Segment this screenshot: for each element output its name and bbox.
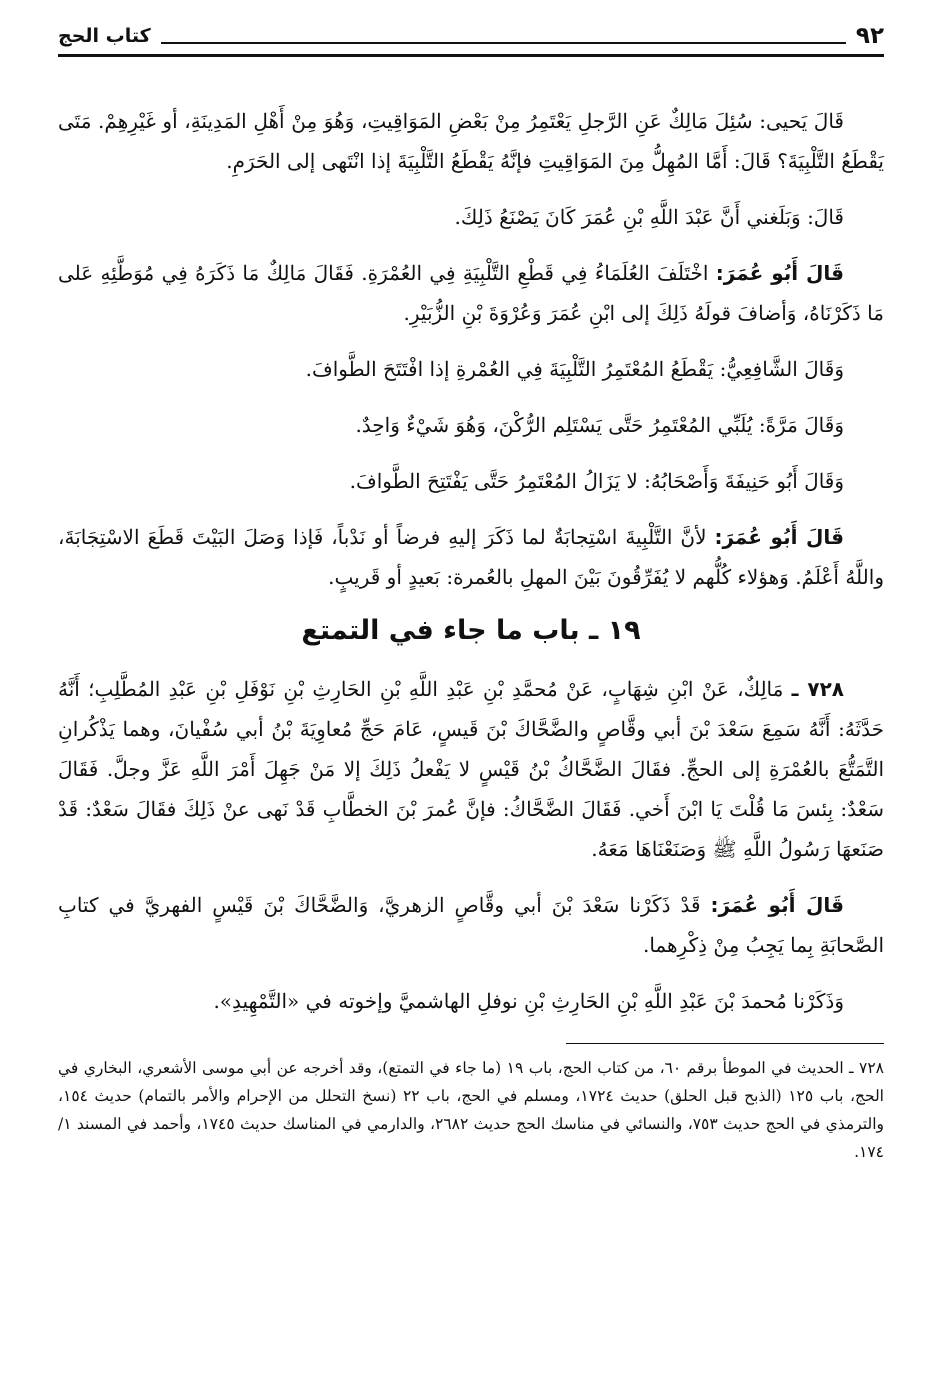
book-page — [58, 14, 884, 1374]
hadith-number: ٧٢٨ ـ — [791, 677, 844, 701]
paragraph-text: لأنَّ التَّلْبِيةَ اسْتِجابَةٌ لما ذَكَرَ إليهِ فرضاً أو نَدْباً، فَإذا وَصَلَ البَيْتَ قَطَعَ الاسْتِجَابَةَ، واللَّهُ أَعْلَمُ. وَهؤلاء كُلُّهم لا يُفَرِّقُونَ بَيْنَ المهلِ بالعُمرة: بَعيدٍ أو قَريبٍ. — [58, 525, 884, 589]
paragraph-text: وَقَالَ أَبُو حَنِيفَةَ وَأَصْحَابُهُ: لا يَزَالُ المُعْتَمِرُ حَتَّى يَفْتَتِحَ الطَّوافَ. — [349, 469, 844, 493]
paragraph-lead: قَالَ أَبُو عُمَرَ: — [710, 893, 844, 917]
main-text — [58, 101, 884, 1021]
paragraph-abu-umar-2 — [58, 517, 884, 597]
section-heading: ١٩ ـ باب ما جاء في التمتع — [301, 615, 641, 646]
paragraph-abu-umar-1 — [58, 253, 884, 333]
paragraph-text: وَقَالَ الشَّافِعِيُّ: يَقْطَعُ المُعْتَمِرُ التَّلْبِيَةَ فِي العُمْرةِ إذا افْتَتَحَ الطَّوافَ. — [305, 357, 844, 381]
paragraph-hadith-728 — [58, 669, 884, 869]
paragraph-text: قَدْ ذَكَرْنا سَعْدَ بْنَ أبي وقَّاصٍ الزهريَّ، وَالضَّحَّاكَ بْنَ قَيْسٍ الفهريَّ في كتابِ الصَّحابَةِ بِما يَجِبُ مِنْ ذِكْرِهما. — [58, 893, 884, 957]
paragraph-text: وَقَالَ مَرَّةً: يُلَبِّي المُعْتَمِرُ حَتَّى يَسْتَلِم الرُّكْنَ، وَهُوَ شَيْءٌ وَاحِدٌ. — [355, 413, 844, 437]
paragraph-text: وَذَكَرْنا مُحمدَ بْنَ عَبْدِ اللَّهِ بْنِ الحَارِثِ بْنِ نوفلِ الهاشميَّ وإخوته في «التَّمْهِيدِ». — [213, 989, 844, 1013]
paragraph-lead: قَالَ أَبُو عُمَرَ: — [714, 525, 844, 549]
footnote-728: ٧٢٨ ـ الحديث في الموطأ برقم ٦٠، من كتاب الحج، باب ١٩ (ما جاء في التمتع)، وقد أخرجه عن أبي موسى الأشعري، البخاري في الحج، باب ١٢٥ (الذبح قبل الحلق) حديث ١٧٢٤، ومسلم في الحج، باب ٢٢ (نسخ التحلل من الإحرام والأمر بالتمام) حديث ١٥٤، والترمذي في الحج حديث ٧٥٣، والنسائي في مناسك الحج حديث ٢٦٨٢، والدارمي في المناسك حديث ١٧٤٥، وأحمد في المسند ١/ ١٧٤. — [58, 1059, 885, 1161]
book-title: كتاب الحج — [58, 25, 151, 47]
paragraph-abu-hanifa — [58, 461, 884, 501]
header-rule — [161, 42, 846, 44]
paragraph-text: مَالِكٌ، عَنْ ابْنِ شِهَابٍ، عَنْ مُحمَّدِ بْنِ عَبْدِ اللَّهِ بْنِ الحَارِثِ بْنِ نَوْفَلِ بْنِ عَبْدِ المُطَّلِبِ؛ أَنَّهُ حَدَّثَهُ: أَنَّهُ سَمِعَ سَعْدَ بْنَ أبي وقَّاصٍ والضَّحَّاكَ بْنَ قَيسٍ، عَامَ حَجِّ مُعاوِيَةَ بْنُ أبي سُفْيانَ، وهما يَذْكُرانِ التَّمَتُّعَ بالعُمْرَةِ إلى الحجِّ. فقَالَ الضَّحَّاكُ بْنُ قَيْسٍ لا يَفْعلُ ذَلِكَ إلا مَنْ جَهِلَ أَمْرَ اللَّهِ عَزَّ وجلَّ. فَقَالَ سَعْدٌ: بِئسَ مَا قُلْتَ يَا ابْنَ أَخي. فَقَالَ الضَّحَّاكُ: فإنَّ عُمرَ بْنَ الخطَّابِ قَدْ نَهى عنْ ذَلِكَ فقَالَ سَعْدٌ: قَدْ صَنَعهَا رَسُولُ اللَّهِ ﷺ وَصَنَعْنَاهَا مَعَهُ. — [58, 677, 884, 861]
paragraph-text: قَالَ: وَبَلَغني أَنَّ عَبْدَ اللَّهِ بْنِ عُمَرَ كَانَ يَصْنَعُ ذَلِكَ. — [454, 205, 844, 229]
paragraph-ibn-umar-report — [58, 197, 884, 237]
paragraph-tamhid-reference — [58, 981, 884, 1021]
paragraph-shafii-other — [58, 405, 884, 445]
paragraph-shafii — [58, 349, 884, 389]
page-number: ٩٢ — [855, 23, 884, 49]
paragraph-yahya-question — [58, 101, 884, 181]
footnote-divider — [566, 1043, 884, 1044]
paragraph-abu-umar-3 — [58, 885, 884, 965]
paragraph-text: قَالَ يَحيى: سُئِلَ مَالِكٌ عَنِ الرَّجلِ يَعْتَمِرُ مِنْ بَعْضِ المَوَاقِيتِ، وَهُوَ مِنْ أَهْلِ المَدِينَةِ، أو غَيْرِهِمْ. مَتَى يَقْطَعُ التَّلْبِيَةَ؟ قَالَ: أَمَّا المُهِلُّ مِنَ المَوَاقِيتِ فإنَّهُ يَقْطَعُ التَّلْبِيَةَ إذا انْتَهى إلى الحَرَمِ. — [58, 109, 884, 173]
paragraph-text: اخْتَلَفَ العُلَمَاءُ فِي قَطْعِ التَّلْبِيَةِ فِي العُمْرَةِ. فَقَالَ مَالِكٌ مَا ذَكَرَهُ فِي مُوَطَّئِهِ عَلى مَا ذَكَرْنَاهُ، وَأضافَ قولَهُ ذَلِكَ إلى ابْنِ عُمَرَ وَعُرْوَةَ بْنِ الزُّبَيْرِ. — [58, 261, 884, 325]
running-header — [58, 14, 884, 57]
paragraph-lead: قَالَ أَبُو عُمَرَ: — [715, 261, 844, 285]
